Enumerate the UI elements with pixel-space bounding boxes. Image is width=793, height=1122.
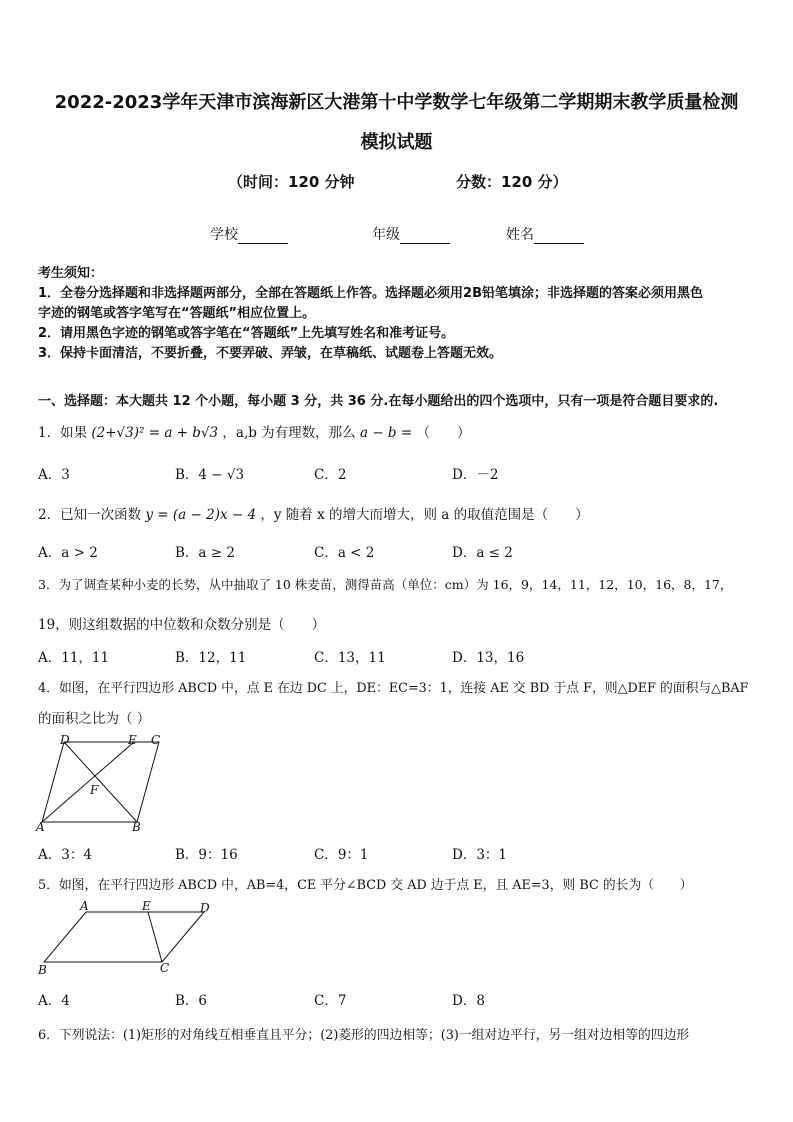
q1-bracket: （ ） <box>416 425 471 441</box>
q4-label-f: F <box>90 783 99 797</box>
q4-line-ae <box>42 742 134 822</box>
q1-prefix: 1．如果 <box>38 425 88 441</box>
school-label: 学校 <box>210 227 238 243</box>
section-heading: 一、选择题：本大题共 12 个小题，每小题 3 分，共 36 分.在每小题给出的四个选项中，只有一项是符合题目要求的. <box>38 394 719 409</box>
q5-line-ce <box>148 912 162 962</box>
exam-time: （时间：120 分钟 <box>228 173 355 191</box>
name-field[interactable] <box>506 224 584 244</box>
q4-label-d: D <box>60 733 70 747</box>
q3-option-a[interactable]: A．11，11 <box>38 650 110 666</box>
q2-option-d[interactable]: D．a ≤ 2 <box>452 545 513 561</box>
q2-expression: y = (a − 2)x − 4 <box>145 507 257 523</box>
q5-option-d[interactable]: D．8 <box>452 993 485 1009</box>
q5-option-a[interactable]: A．4 <box>38 993 70 1009</box>
notice-item-3: 3．保持卡面清洁，不要折叠，不要弄破、弄皱，在草稿纸、试题卷上答题无效。 <box>38 346 503 361</box>
q5-label-c: C <box>160 961 170 975</box>
q3-option-b[interactable]: B．12，11 <box>175 650 247 666</box>
q1-option-d[interactable]: D．－2 <box>452 467 499 483</box>
question-3-line-1: 3．为了调查某种小麦的长势，从中抽取了 10 株麦苗，测得苗高（单位：cm）为 16，9，14，11，12，10，16，8，17， <box>38 577 733 592</box>
q3-option-c[interactable]: C．13，11 <box>314 650 386 666</box>
q1-expression-2: a − b = <box>359 425 413 441</box>
q5-label-b: B <box>38 963 47 977</box>
q5-label-e: E <box>142 899 151 913</box>
q2-middle: ，y 随着 x 的增大而增大，则 a 的取值范围是（ ） <box>260 507 589 523</box>
q4-option-c[interactable]: C．9：1 <box>314 847 369 863</box>
school-blank[interactable] <box>238 229 288 244</box>
q4-label-b: B <box>132 820 141 834</box>
q2-option-c[interactable]: C．a < 2 <box>314 545 375 561</box>
q4-line-bd <box>64 742 137 822</box>
exam-title-line1: 2022-2023学年天津市滨海新区大港第十中学数学七年级第二学期期末教学质量检测 <box>54 92 739 113</box>
question-1 <box>38 421 470 441</box>
notice-item-2: 2．请用黑色字迹的钢笔或答字笔在“答题纸”上先填写姓名和准考证号。 <box>38 326 455 341</box>
q4-label-e: E <box>128 733 137 747</box>
q5-label-d: D <box>200 901 210 915</box>
q4-option-a[interactable]: A．3：4 <box>38 847 92 863</box>
q2-option-b[interactable]: B．a ≥ 2 <box>175 545 235 561</box>
question-4-line-1: 4．如图，在平行四边形 ABCD 中，点 E 在边 DC 上，DE：EC=3：1，连接 AE 交 BD 于点 F，则△DEF 的面积与△BAF <box>38 681 749 696</box>
name-blank[interactable] <box>534 229 584 244</box>
q4-option-d[interactable]: D．3：1 <box>452 847 508 863</box>
q4-parallelogram-figure <box>34 730 174 840</box>
name-label: 姓名 <box>506 227 534 243</box>
question-3-line-2: 19，则这组数据的中位数和众数分别是（ ） <box>38 617 326 633</box>
q4-label-a: A <box>36 820 45 834</box>
grade-label: 年级 <box>372 227 400 243</box>
notice-title: 考生须知： <box>38 266 104 281</box>
notice-block <box>38 264 758 364</box>
q5-option-c[interactable]: C．7 <box>314 993 347 1009</box>
question-2 <box>38 503 589 523</box>
q1-expression: (2+√3)² = a + b√3 <box>91 425 219 441</box>
q1-option-b[interactable]: B．4 − √3 <box>175 467 245 483</box>
q3-option-d[interactable]: D．13，16 <box>452 650 525 666</box>
q5-parallelogram <box>44 912 204 962</box>
notice-item-1b: 字迹的钢笔或答字笔写在“答题纸”相应位置上。 <box>38 306 316 321</box>
q4-option-b[interactable]: B．9：16 <box>175 847 238 863</box>
q1-option-a[interactable]: A．3 <box>38 467 70 483</box>
exam-score: 分数：120 分） <box>456 173 568 191</box>
exam-title-line2: 模拟试题 <box>360 132 433 153</box>
grade-blank[interactable] <box>400 229 450 244</box>
grade-field[interactable] <box>372 224 450 244</box>
q2-prefix: 2．已知一次函数 <box>38 507 142 523</box>
q5-label-a: A <box>80 899 89 913</box>
q1-option-c[interactable]: C．2 <box>314 467 347 483</box>
notice-item-1a: 1．全卷分选择题和非选择题两部分，全部在答题纸上作答。选择题必须用2B铅笔填涂；非选择题的答案必须用黑色 <box>38 286 704 301</box>
question-4-line-2: 的面积之比为（ ） <box>38 711 151 727</box>
q5-parallelogram-figure <box>34 898 224 978</box>
question-5-line-1: 5．如图，在平行四边形 ABCD 中，AB=4，CE 平分∠BCD 交 AD 边于点 E，且 AE=3，则 BC 的长为（ ） <box>38 878 693 893</box>
q2-option-a[interactable]: A．a > 2 <box>38 545 98 561</box>
q5-option-b[interactable]: B．6 <box>175 993 208 1009</box>
q4-label-c: C <box>151 733 161 747</box>
q1-middle: ，a,b 为有理数，那么 <box>222 425 356 441</box>
question-6-line-1: 6．下列说法：(1)矩形的对角线互相垂直且平分；(2)菱形的四边相等；(3)一组对边平行，另一组对边相等的四边形 <box>38 1028 690 1043</box>
school-field[interactable] <box>210 224 288 244</box>
